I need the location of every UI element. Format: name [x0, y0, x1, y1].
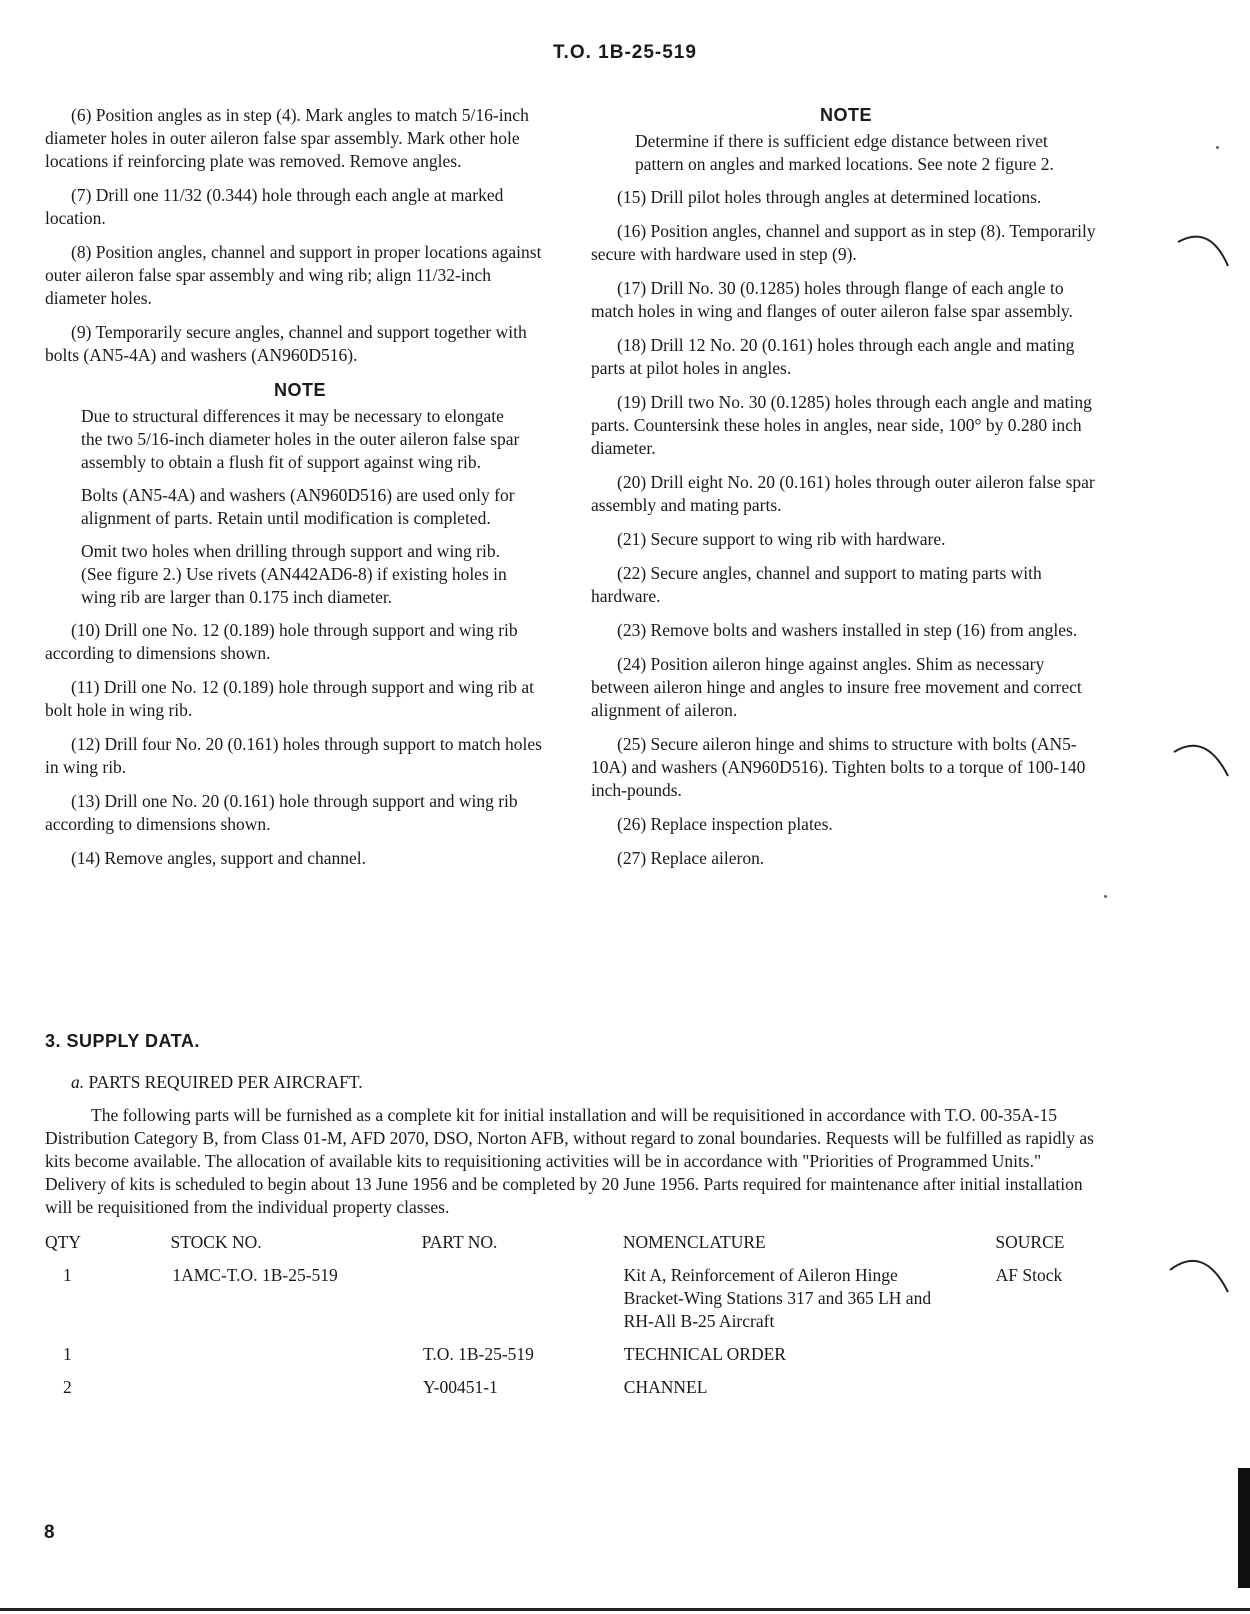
- note-paragraph: Omit two holes when drilling through support and wing rib. (See figure 2.) Use rivets (AN442AD6-8) if existing holes in wing rib are larger than 0.175 inch diameter.: [81, 541, 507, 607]
- note-paragraph: Bolts (AN5-4A) and washers (AN960D516) are used only for alignment of parts. Retain until modification is completed.: [81, 485, 515, 528]
- binder-hole-mark: [1140, 230, 1240, 290]
- table-row: [45, 1264, 1105, 1333]
- step-15: (15) Drill pilot holes through angles at determined locations.: [617, 187, 1042, 207]
- left-column: [45, 104, 555, 881]
- right-note: [591, 104, 1101, 176]
- cell-part: Y-00451-1: [422, 1377, 498, 1397]
- cell-nomenclature: TECHNICAL ORDER: [623, 1344, 786, 1364]
- step-9: (9) Temporarily secure angles, channel and support together with bolts (AN5-4A) and washers (AN960D516).: [45, 322, 527, 365]
- table-row: [45, 1376, 1105, 1399]
- document-header: T.O. 1B-25-519: [553, 42, 697, 63]
- step-10: (10) Drill one No. 12 (0.189) hole through support and wing rib according to dimensions shown.: [45, 620, 518, 663]
- right-column: [591, 104, 1101, 881]
- step-20: (20) Drill eight No. 20 (0.161) holes through outer aileron false spar assembly and mating parts.: [591, 472, 1095, 515]
- binder-hole-mark: [1140, 1250, 1240, 1310]
- parts-table: [45, 1231, 1105, 1399]
- sub-heading-title: PARTS REQUIRED PER AIRCRAFT.: [88, 1072, 363, 1092]
- step-7: (7) Drill one 11/32 (0.344) hole through each angle at marked location.: [45, 185, 504, 228]
- cell-source: AF Stock: [995, 1265, 1063, 1285]
- cell-qty: 1: [63, 1265, 72, 1285]
- sub-heading: [71, 1071, 1105, 1094]
- scan-speck: [1104, 895, 1107, 898]
- note-paragraph: Due to structural differences it may be necessary to elongate the two 5/16-inch diameter holes in the outer aileron false spar assembly to obtain a flush fit of support against wing rib.: [81, 406, 520, 472]
- step-12: (12) Drill four No. 20 (0.161) holes through support to match holes in wing rib.: [45, 734, 542, 777]
- scan-speck: [1216, 146, 1219, 149]
- table-row: [45, 1343, 1105, 1366]
- cell-stock: [172, 1343, 423, 1366]
- step-8: (8) Position angles, channel and support in proper locations against outer aileron false spar assembly and wing rib; align 11/32-inch diameter holes.: [45, 242, 542, 308]
- step-21: (21) Secure support to wing rib with hardware.: [617, 529, 946, 549]
- left-note: [45, 379, 555, 609]
- note-title: NOTE: [273, 380, 326, 400]
- step-6: (6) Position angles as in step (4). Mark angles to match 5/16-inch diameter holes in outer aileron false spar assembly. Mark other hole locations if reinforcing plate was removed. Remove angles.: [45, 105, 529, 171]
- cell-source: [996, 1376, 1105, 1399]
- step-11: (11) Drill one No. 12 (0.189) hole through support and wing rib at bolt hole in wing rib.: [45, 677, 535, 720]
- step-19: (19) Drill two No. 30 (0.1285) holes through each angle and mating parts. Countersink these holes in angles, near side, 100° by 0.280 inch diameter.: [591, 392, 1092, 458]
- step-23: (23) Remove bolts and washers installed in step (16) from angles.: [617, 620, 1078, 640]
- cell-nomenclature: Kit A, Reinforcement of Aileron Hinge Bracket-Wing Stations 317 and 365 LH and RH-All B-25 Aircraft: [623, 1265, 932, 1331]
- header-part: PART NO.: [421, 1232, 498, 1252]
- page-edge-bar: [1238, 1468, 1250, 1588]
- step-13: (13) Drill one No. 20 (0.161) hole through support and wing rib according to dimensions shown.: [45, 791, 518, 834]
- sub-heading-letter: a.: [71, 1072, 85, 1092]
- supply-intro: The following parts will be furnished as a complete kit for initial installation and will be requisitioned in accordance with T.O. 00-35A-15 Distribution Category B, from Class 01-M, AFD 2070, DSO, Norton AFB, without regard to zonal boundaries. Requests will be fulfilled as rapidly as kits become available. The allocation of available kits to requisitioning activities will be in accordance with "Priorities of Programmed Units." Delivery of kits is scheduled to begin about 13 June 1956 and be completed by 20 June 1956. Parts required for maintenance after initial installation will be requisitioned from the individual property classes.: [45, 1105, 1094, 1217]
- cell-qty: 2: [63, 1377, 72, 1397]
- cell-source: [996, 1343, 1105, 1366]
- step-16: (16) Position angles, channel and support as in step (8). Temporarily secure with hardware used in step (9).: [591, 221, 1096, 264]
- step-24: (24) Position aileron hinge against angles. Shim as necessary between aileron hinge and angles to insure free movement and correct alignment of aileron.: [591, 654, 1082, 720]
- cell-qty: 1: [63, 1344, 72, 1364]
- page-bottom-rule: [0, 1608, 1250, 1611]
- header-source: SOURCE: [995, 1232, 1065, 1252]
- cell-stock: [172, 1376, 423, 1399]
- step-14: (14) Remove angles, support and channel.: [71, 848, 366, 868]
- step-25: (25) Secure aileron hinge and shims to structure with bolts (AN5-10A) and washers (AN960D516). Tighten bolts to a torque of 100-140 inch-pounds.: [591, 734, 1086, 800]
- step-17: (17) Drill No. 30 (0.1285) holes through flange of each angle to match holes in wing and flanges of outer aileron false spar assembly.: [591, 278, 1073, 321]
- cell-part: T.O. 1B-25-519: [422, 1344, 534, 1364]
- step-26: (26) Replace inspection plates.: [617, 814, 833, 834]
- note-paragraph: Determine if there is sufficient edge distance between rivet pattern on angles and marked locations. See note 2 figure 2.: [635, 131, 1054, 174]
- header-nomenclature: NOMENCLATURE: [622, 1232, 766, 1252]
- step-27: (27) Replace aileron.: [617, 848, 765, 868]
- header-stock: STOCK NO.: [170, 1232, 262, 1252]
- note-title: NOTE: [819, 105, 872, 125]
- table-header-row: [45, 1231, 1105, 1254]
- cell-stock: 1AMC-T.O. 1B-25-519: [172, 1265, 338, 1285]
- section-title: 3. SUPPLY DATA.: [45, 1031, 200, 1051]
- cell-nomenclature: CHANNEL: [623, 1377, 708, 1397]
- step-22: (22) Secure angles, channel and support to mating parts with hardware.: [591, 563, 1042, 606]
- binder-hole-mark: [1140, 738, 1240, 798]
- step-18: (18) Drill 12 No. 20 (0.161) holes through each angle and mating parts at pilot holes in angles.: [591, 335, 1075, 378]
- page-number: 8: [44, 1522, 55, 1543]
- supply-data-section: [45, 1030, 1105, 1409]
- cell-part: [423, 1264, 624, 1333]
- header-qty: QTY: [45, 1232, 81, 1252]
